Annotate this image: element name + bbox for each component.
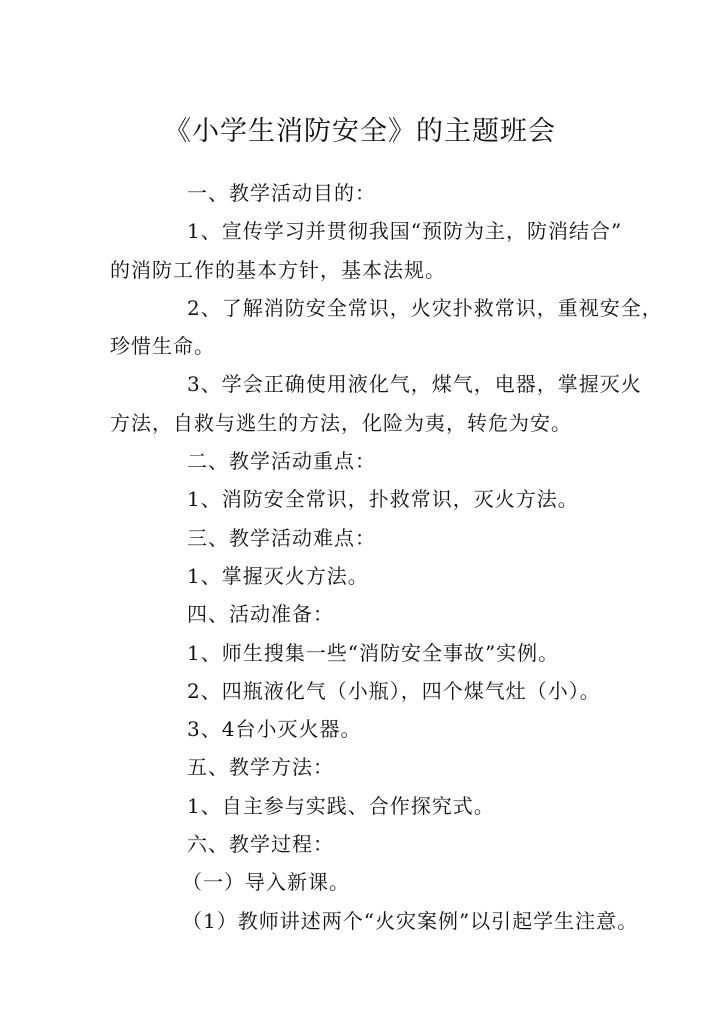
paragraph-line: 2、四瓶液化气（小瓶），四个煤气灶（小）。 — [187, 678, 601, 703]
document-body — [110, 174, 663, 940]
paragraph-line: 方法，自救与逃生的方法，化险为夷，转危为安。 — [110, 410, 572, 435]
document-title: 《小学生消防安全》的主题班会 — [164, 116, 556, 147]
section-heading-preparation: 四、活动准备： — [187, 602, 334, 627]
paragraph-line: 1、消防安全常识，扑救常识，灭火方法。 — [187, 487, 579, 512]
section-heading-objectives: 一、教学活动目的： — [187, 181, 376, 205]
section-heading-difficulties: 三、教学活动难点： — [187, 525, 376, 550]
paragraph-line: 3、4台小灭火器。 — [187, 717, 362, 742]
paragraph-line: 1、宣传学习并贯彻我国“预防为主，防消结合” — [187, 219, 623, 244]
paragraph-line: （1）教师讲述两个“火灾案例”以引起学生注意。 — [182, 908, 639, 933]
paragraph-line: 1、师生搜集一些“消防安全事故”实例。 — [187, 640, 560, 665]
paragraph-line: 1、掌握灭火方法。 — [187, 563, 369, 588]
section-heading-key-points: 二、教学活动重点： — [187, 449, 376, 474]
paragraph-line: 1、自主参与实践、合作探究式。 — [187, 793, 495, 818]
section-heading-process: 六、教学过程： — [187, 832, 334, 857]
paragraph-line: 的消防工作的基本方针，基本法规。 — [110, 257, 446, 282]
paragraph-line: 2、了解消防安全常识，火灾扑救常识，重视安全， — [187, 295, 663, 320]
paragraph-line: 珍惜生命。 — [110, 334, 215, 359]
subsection-heading: （一）导入新课。 — [182, 870, 350, 895]
paragraph-line: 3、学会正确使用液化气，煤气，电器，掌握灭火 — [187, 372, 642, 397]
section-heading-methods: 五、教学方法： — [187, 755, 334, 780]
